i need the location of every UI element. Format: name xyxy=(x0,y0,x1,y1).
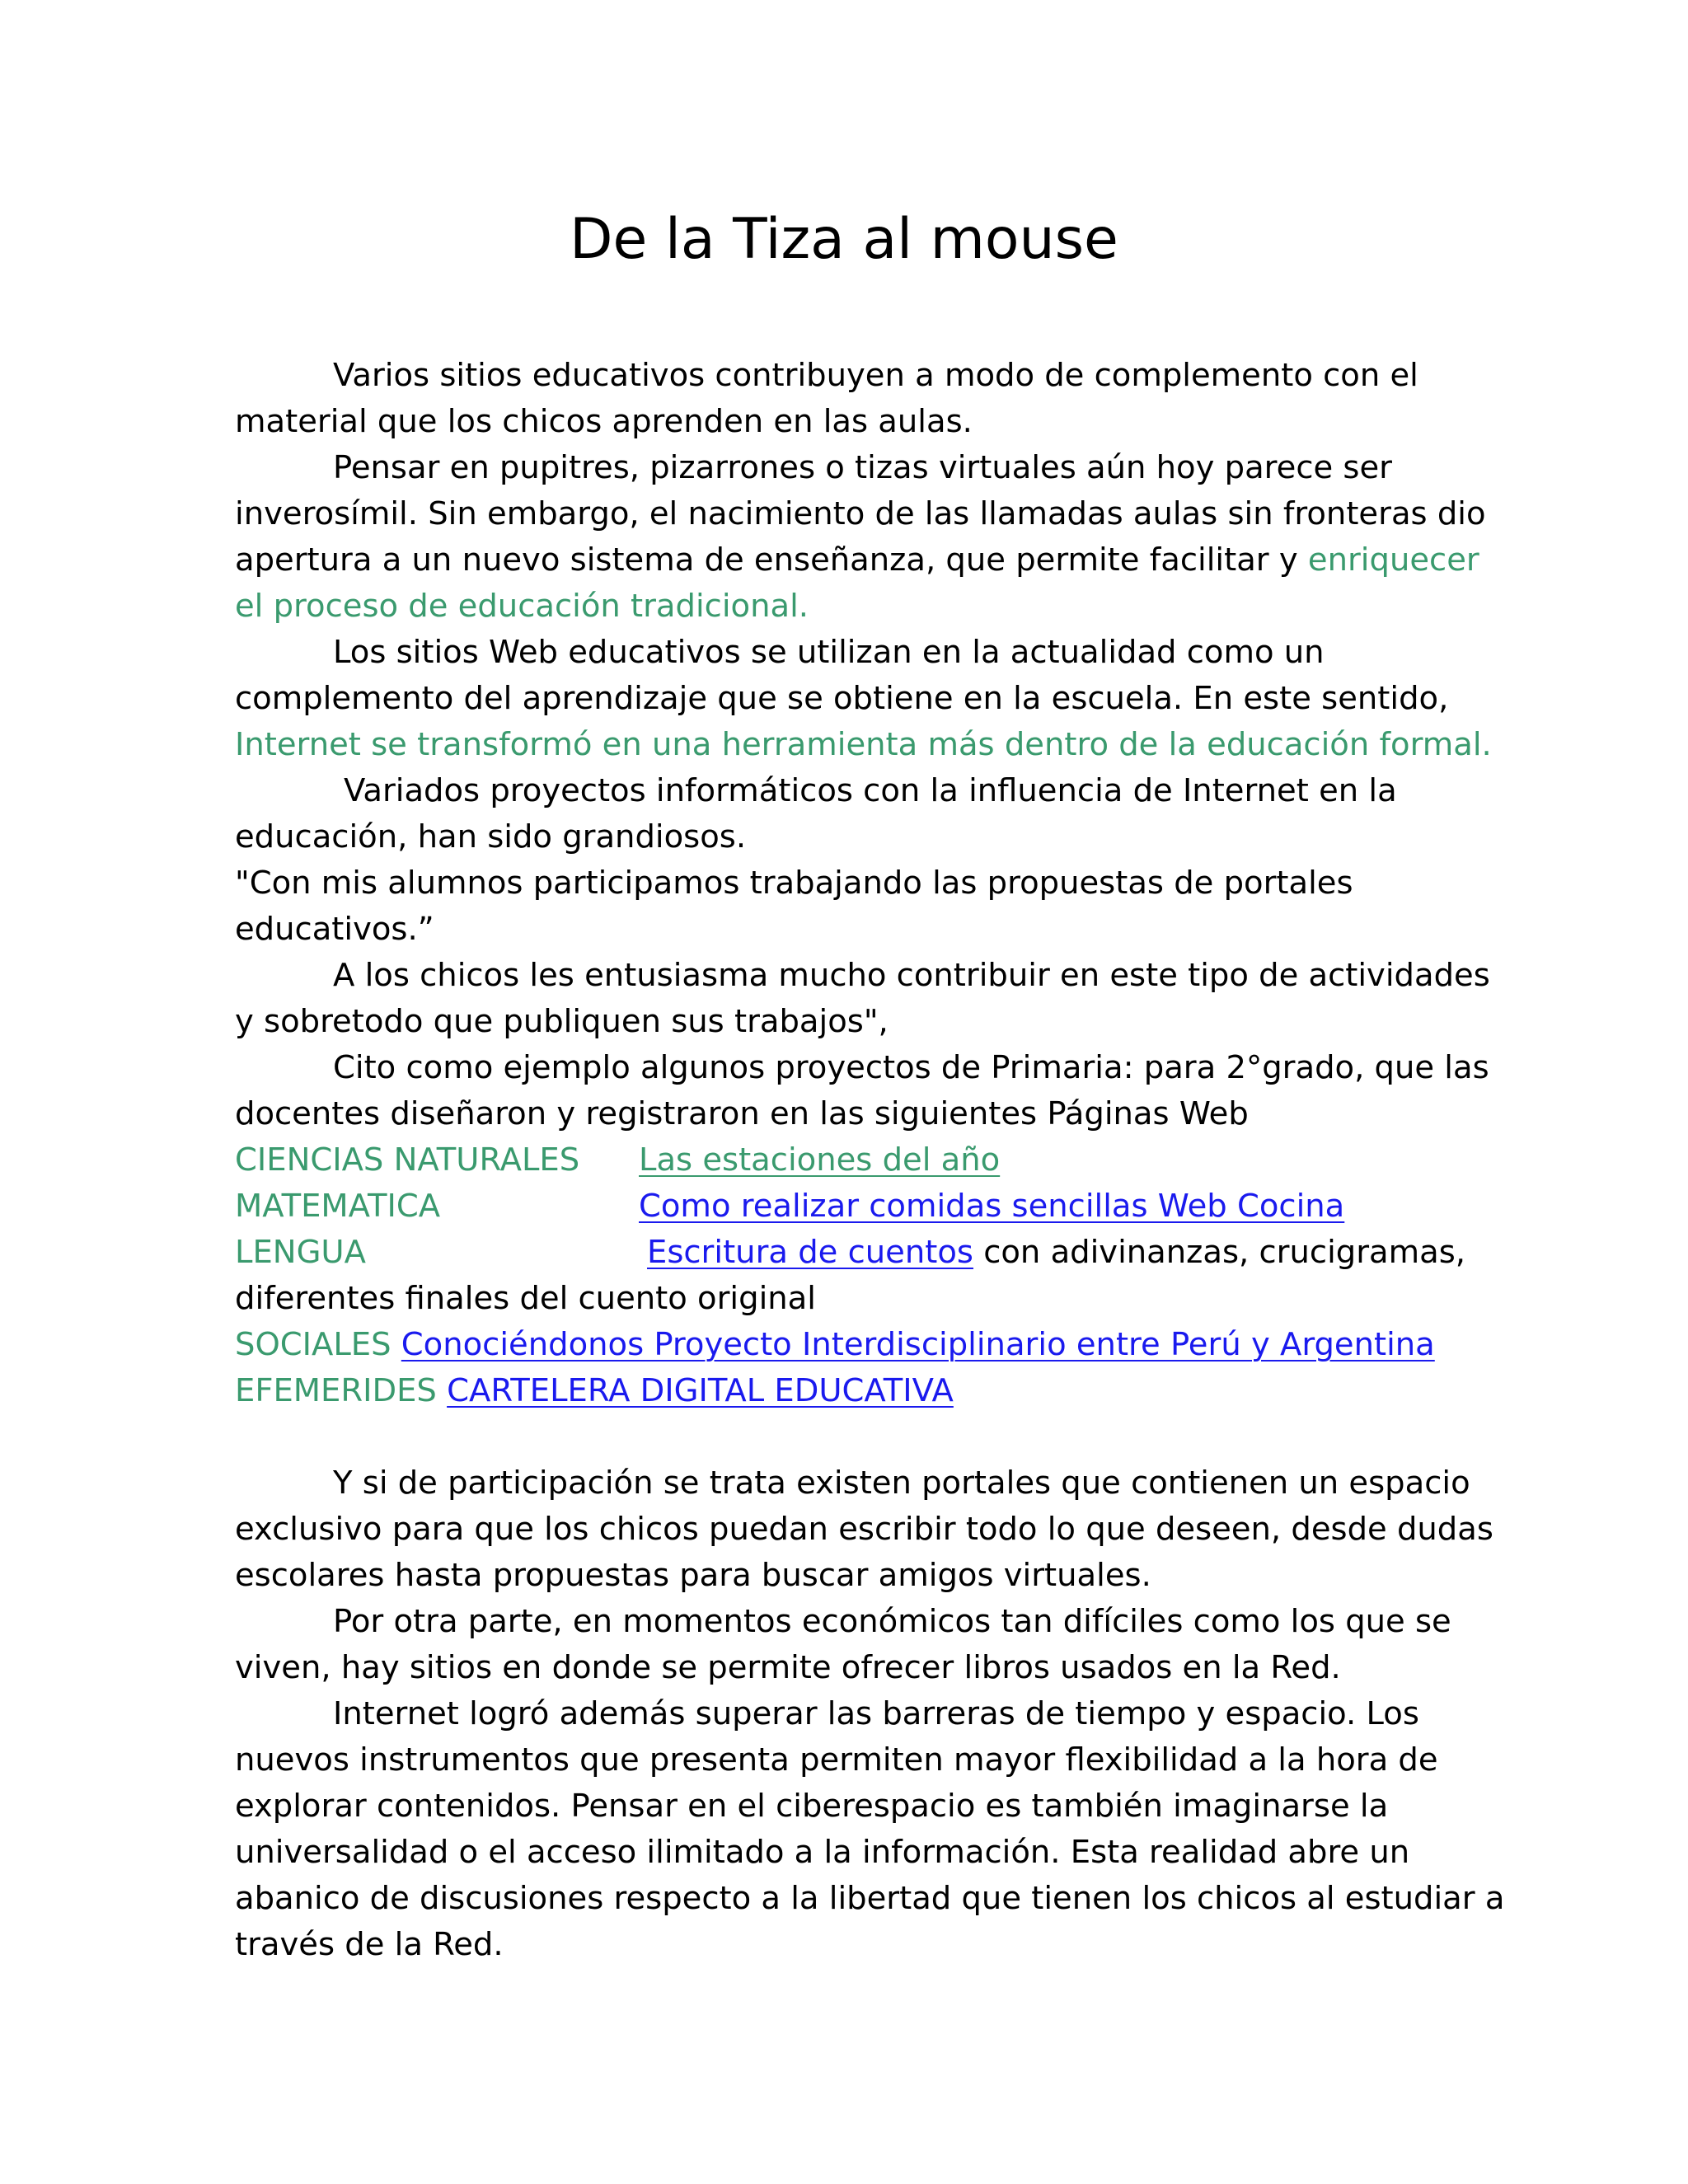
subject-row-efemerides xyxy=(235,1368,1463,1414)
subject-link-estaciones[interactable]: Las estaciones del año xyxy=(639,1141,1001,1179)
subject-row-ciencias xyxy=(235,1137,1463,1183)
subject-label: CIENCIAS NATURALES xyxy=(235,1141,580,1179)
subject-link-conociendonos[interactable]: Conociéndonos Proyecto Interdisciplinario entre Perú y Argentina xyxy=(401,1326,1435,1363)
subject-link-cartelera[interactable]: CARTELERA DIGITAL EDUCATIVA xyxy=(447,1372,954,1409)
subject-row-sociales xyxy=(235,1322,1463,1368)
subject-label: EFEMERIDES xyxy=(235,1372,448,1409)
paragraph-line xyxy=(235,537,1479,583)
highlighted-text: el proceso de educación tradicional. xyxy=(235,588,809,625)
subject-label: SOCIALES xyxy=(235,1326,401,1363)
subject-row-lengua xyxy=(235,1230,1466,1276)
subject-description: con adivinanzas, crucigramas, xyxy=(973,1234,1466,1271)
subject-label: LENGUA xyxy=(235,1234,366,1271)
spacer xyxy=(235,1414,1463,1460)
paragraph-text: apertura a un nuevo sistema de enseñanza, que permite facilitar y xyxy=(235,541,1308,579)
paragraph-line: Pensar en pupitres, pizarrones o tizas virtuales aún hoy parece ser xyxy=(333,449,1392,486)
subject-row-matematica xyxy=(235,1183,1463,1230)
paragraph-line: abanico de discusiones respecto a la libertad que tienen los chicos al estudiar a xyxy=(235,1880,1505,1917)
paragraph-line: través de la Red. xyxy=(235,1926,504,1963)
paragraph-line: educación, han sido grandiosos. xyxy=(235,818,747,855)
paragraph-line: explorar contenidos. Pensar en el ciberespacio es también imaginarse la xyxy=(235,1788,1389,1825)
quote-line: educativos.” xyxy=(235,911,434,948)
paragraph-line: Variados proyectos informáticos con la influencia de Internet en la xyxy=(344,772,1397,809)
paragraph-line: material que los chicos aprenden en las aulas. xyxy=(235,403,973,440)
paragraph-line: universalidad o el acceso ilimitado a la información. Esta realidad abre un xyxy=(235,1834,1410,1871)
paragraph-line: Varios sitios educativos contribuyen a modo de complemento con el xyxy=(333,357,1418,394)
paragraph-line: Y si de participación se trata existen portales que contienen un espacio xyxy=(333,1465,1470,1502)
subject-link-cuentos[interactable]: Escritura de cuentos xyxy=(647,1234,973,1271)
paragraph-line: exclusivo para que los chicos puedan escribir todo lo que deseen, desde dudas xyxy=(235,1511,1493,1548)
paragraph-line: nuevos instrumentos que presenta permiten mayor flexibilidad a la hora de xyxy=(235,1741,1438,1779)
paragraph-line: inverosímil. Sin embargo, el nacimiento de las llamadas aulas sin fronteras dio xyxy=(235,495,1486,532)
subject-link-comidas[interactable]: Como realizar comidas sencillas Web Cocina xyxy=(639,1188,1345,1225)
highlighted-text: enriquecer xyxy=(1307,541,1479,579)
document-title: De la Tiza al mouse xyxy=(570,207,1118,272)
paragraph-line: viven, hay sitios en donde se permite ofrecer libros usados en la Red. xyxy=(235,1649,1341,1686)
paragraph-line: Por otra parte, en momentos económicos tan difíciles como los que se xyxy=(333,1603,1451,1640)
highlighted-text: Internet se transformó en una herramienta más dentro de la educación formal. xyxy=(235,726,1492,763)
document-body xyxy=(235,353,1505,1968)
subject-link-group xyxy=(647,1230,1465,1276)
paragraph-line: Los sitios Web educativos se utilizan en la actualidad como un xyxy=(333,634,1325,671)
paragraph-line: A los chicos les entusiasma mucho contribuir en este tipo de actividades xyxy=(333,957,1490,994)
paragraph-line: Cito como ejemplo algunos proyectos de Primaria: para 2°grado, que las xyxy=(333,1049,1489,1086)
paragraph-line: complemento del aprendizaje que se obtiene en la escuela. En este sentido, xyxy=(235,680,1449,717)
paragraph-line: docentes diseñaron y registraron en las siguientes Páginas Web xyxy=(235,1095,1249,1132)
paragraph-line: y sobretodo que publiquen sus trabajos", xyxy=(235,1003,889,1040)
quote-line: "Con mis alumnos participamos trabajando las propuestas de portales xyxy=(235,865,1353,902)
subject-label: MATEMATICA xyxy=(235,1188,441,1225)
paragraph-line: escolares hasta propuestas para buscar amigos virtuales. xyxy=(235,1557,1151,1594)
subject-description: diferentes finales del cuento original xyxy=(235,1280,816,1317)
paragraph-line: Internet logró además superar las barreras de tiempo y espacio. Los xyxy=(333,1695,1419,1732)
